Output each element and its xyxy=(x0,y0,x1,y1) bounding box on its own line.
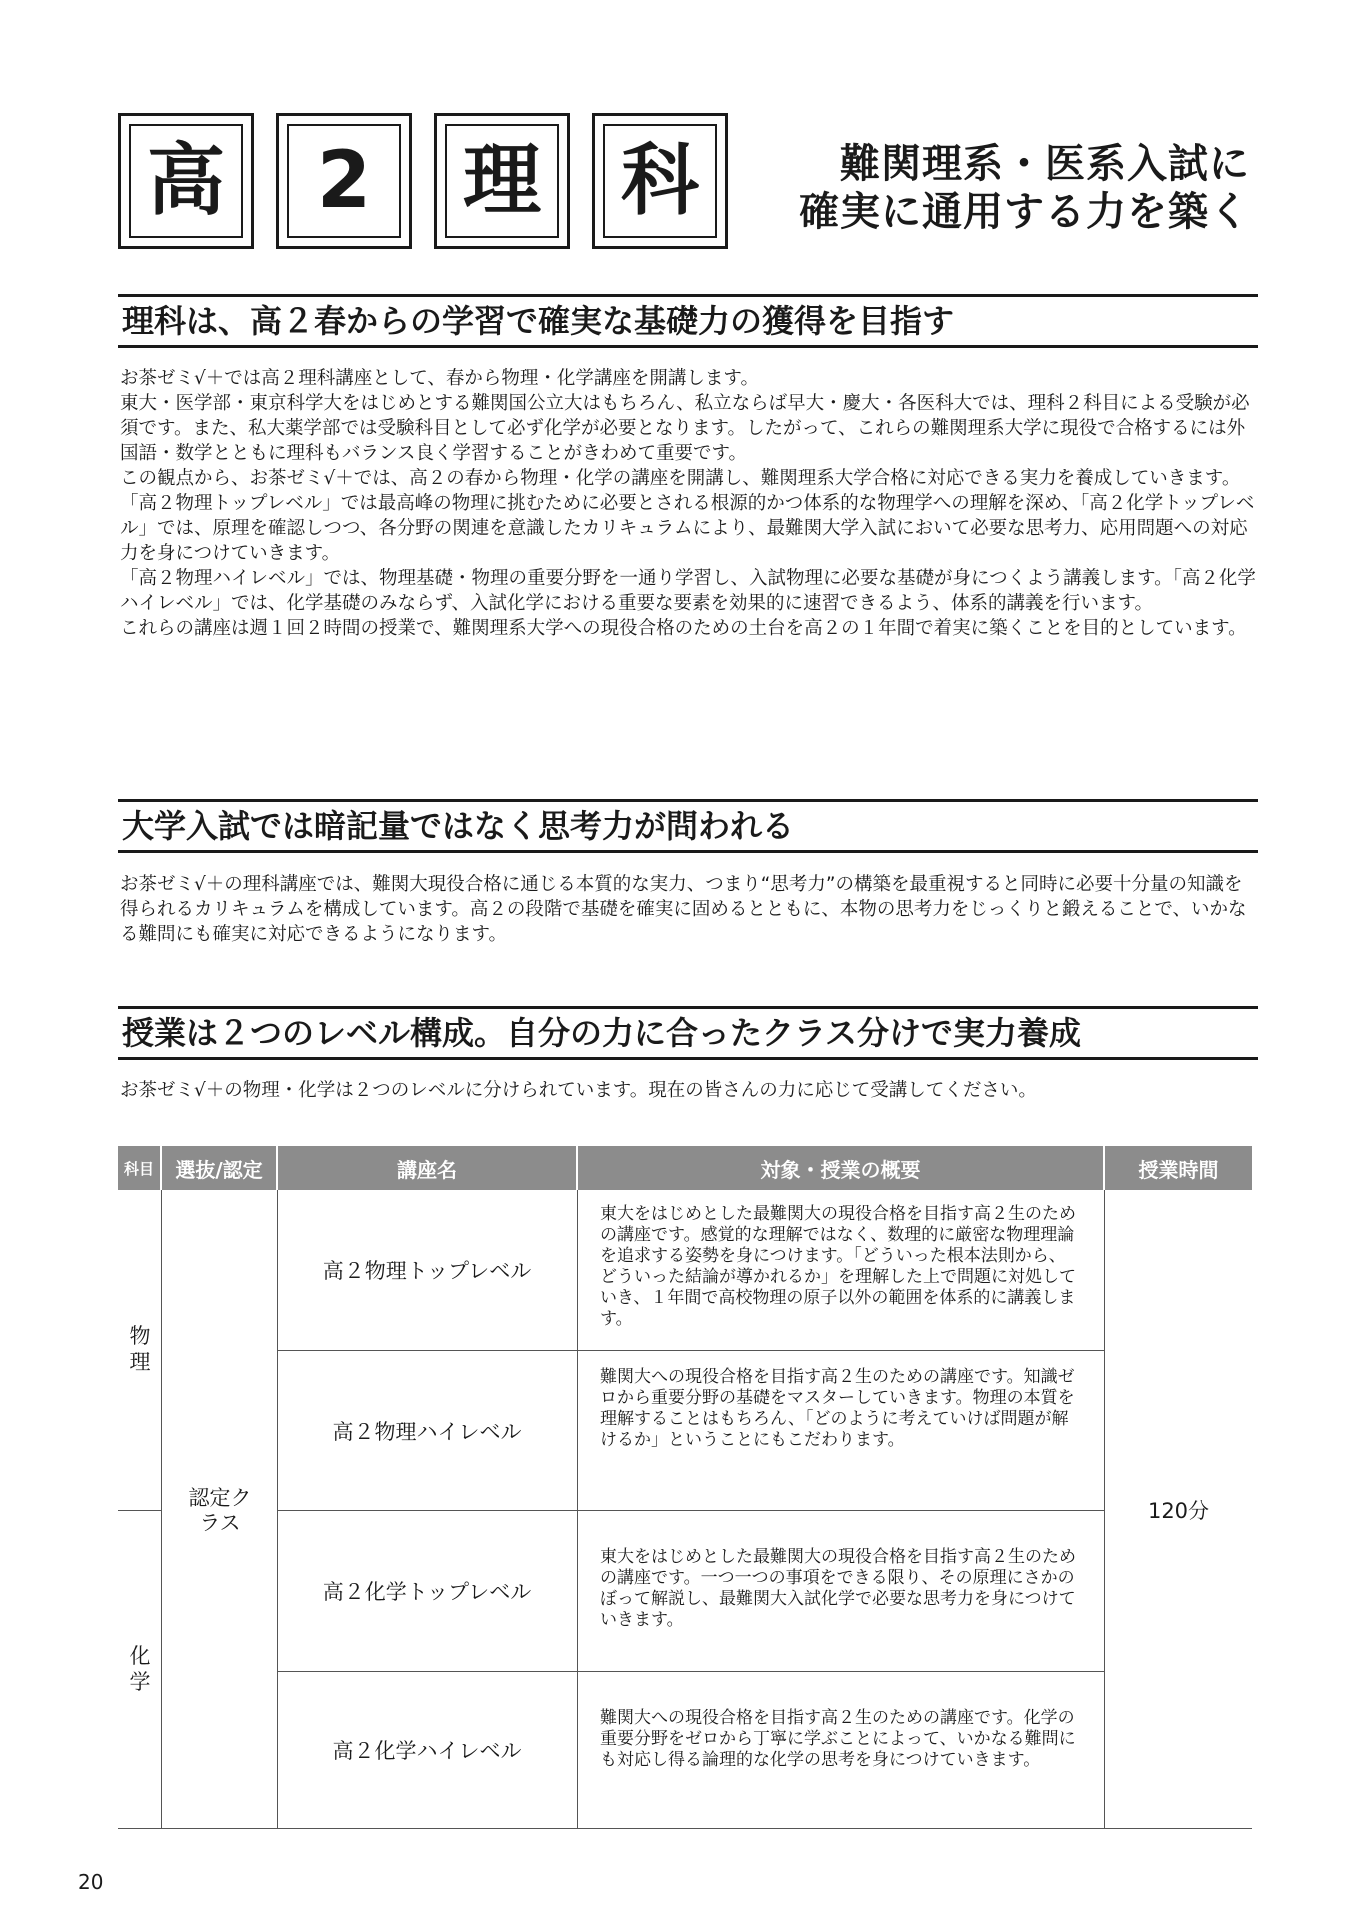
class-duration: 120分 xyxy=(1147,1499,1210,1523)
table-bottom-border xyxy=(118,1828,1252,1829)
paragraph: お茶ゼミ√＋の物理・化学は２つのレベルに分けられています。現在の皆さんの力に応じて受講してください。 xyxy=(120,1080,1037,1101)
table-divider xyxy=(118,1510,161,1511)
title-box-3: 理 xyxy=(434,113,570,249)
course-description: 難関大への現役合格を目指す高２生のための講座です。知識ゼロから重要分野の基礎をマスターしていきます。物理の本質を理解することはもちろん、「どのように考えていけば問題が解けるか」ということにもこだわります。 xyxy=(600,1367,1075,1450)
tagline-line-1: 難関理系・医系入試に xyxy=(840,141,1250,187)
header-course-name: 講座名 xyxy=(278,1146,576,1190)
title-box-1: 高 xyxy=(118,113,254,249)
header-time: 授業時間 xyxy=(1105,1146,1252,1190)
course-description: 東大をはじめとした最難関大の現役合格を目指す高２生のための講座です。一つ一つの事項をできる限り、その原理にさかのぼって解説し、最難関大入試化学で必要な思考力を身につけていきます。 xyxy=(600,1547,1076,1630)
course-name: 高２物理トップレベル xyxy=(322,1259,532,1283)
course-name: 高２化学ハイレベル xyxy=(332,1739,522,1763)
subject-physics: 物理 xyxy=(129,1324,151,1374)
section-title: 大学入試では暗記量ではなく思考力が問われる xyxy=(118,799,1258,853)
section-body xyxy=(120,366,1260,641)
section-body xyxy=(120,872,1260,947)
selection-type: 認定クラス xyxy=(188,1486,252,1535)
section-title: 授業は２つのレベル構成。自分の力に合ったクラス分けで実力養成 xyxy=(118,1006,1258,1060)
paragraph: お茶ゼミ√＋の理科講座では、難関大現役合格に通じる本質的な実力、つまり“思考力”の構築を最重視すると同時に必要十分量の知識を得られるカリキュラムを構成しています。高２の段階で基礎を確実に固めるとともに、本物の思考力をじっくりと鍛えることで、いかなる難問にも確実に対応できるようになります。 xyxy=(120,874,1247,945)
paragraph: 「高２物理トップレベル」では最高峰の物理に挑むために必要とされる根源的かつ体系的な物理学への理解を深め、「高２化学トップレベル」では、原理を確認しつつ、各分野の関連を意識したカリキュラムにより、最難関大学入試において必要な思考力、応用問題への対応力を身につけていきます。 xyxy=(120,493,1255,564)
course-name: 高２化学トップレベル xyxy=(322,1580,532,1604)
paragraph: この観点から、お茶ゼミ√＋では、高２の春から物理・化学の講座を開講し、難関理系大学合格に対応できる実力を養成していきます。 xyxy=(120,468,1241,489)
paragraph: お茶ゼミ√＋では高２理科講座として、春から物理・化学講座を開講します。 xyxy=(120,368,759,389)
paragraph: 「高２物理ハイレベル」では、物理基礎・物理の重要分野を一通り学習し、入試物理に必要な基礎が身につくよう講義します。「高２化学ハイレベル」では、化学基礎のみならず、入試化学における重要な要素を効果的に速習できるよう、体系的講義を行います。 xyxy=(120,568,1256,614)
paragraph: 東大・医学部・東京科学大をはじめとする難関国公立大はもちろん、私立ならば早大・慶大・各医科大では、理科２科目による受験が必須です。また、私大薬学部では受験科目として必ず化学が必要となります。したがって、これらの難関理系大学に現役で合格するには外国語・数学とともに理科もバランス良く学習することがきわめて重要です。 xyxy=(120,393,1250,464)
subject-chemistry: 化学 xyxy=(129,1644,151,1694)
header-selection: 選抜/認定 xyxy=(162,1146,276,1190)
title-box-2: 2 xyxy=(276,113,412,249)
section-body xyxy=(120,1078,1260,1103)
header-subject: 科目 xyxy=(118,1146,160,1190)
tagline xyxy=(799,140,1250,236)
paragraph: これらの講座は週１回２時間の授業で、難関理系大学への現役合格のための土台を高２の１年間で着実に築くことを目的としています。 xyxy=(120,618,1247,639)
course-description: 東大をはじめとした最難関大の現役合格を目指す高２生のための講座です。感覚的な理解ではなく、数理的に厳密な物理理論を追求する姿勢を身につけます。「どういった根本法則から、どういった結論が導かれるか」を理解した上で問題に対処していき、１年間で高校物理の原子以外の範囲を体系的に講義します。 xyxy=(600,1204,1076,1329)
course-name: 高２物理ハイレベル xyxy=(332,1419,522,1444)
section-title: 理科は、高２春からの学習で確実な基礎力の獲得を目指す xyxy=(118,294,1258,348)
tagline-line-2: 確実に通用する力を築く xyxy=(799,189,1250,235)
title-box-4: 科 xyxy=(592,113,728,249)
table-divider xyxy=(577,1190,578,1828)
page-number: 20 xyxy=(78,1870,104,1894)
course-description: 難関大への現役合格を目指す高２生のための講座です。化学の重要分野をゼロから丁寧に学ぶことによって、いかなる難問にも対応し得る論理的な化学の思考を身につけていきます。 xyxy=(600,1708,1076,1770)
header-overview: 対象・授業の概要 xyxy=(578,1146,1103,1190)
table-divider xyxy=(161,1190,162,1828)
